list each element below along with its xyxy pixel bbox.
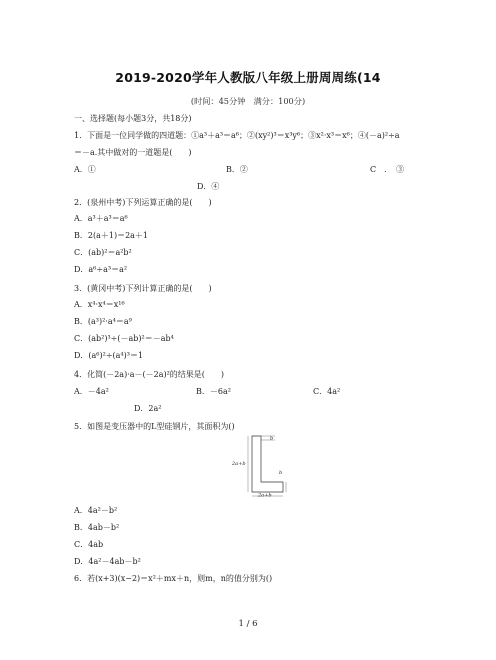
figure-label-left: 2a+b: [232, 461, 246, 467]
q5-option-a: A．4a²－b²: [74, 506, 118, 515]
q3-option-c: C．(ab²)³÷(－ab)²＝－ab⁴: [74, 334, 174, 343]
q3-option-b: B．(a³)²·a⁴＝a⁹: [74, 317, 132, 326]
q3-option-a: A．x⁴·x⁴＝x¹⁶: [74, 300, 125, 309]
q4-option-a: A．－4a²: [74, 387, 109, 396]
document-title: 2019-2020学年人教版八年级上册周周练(14: [115, 70, 381, 85]
figure-label-bottom: 2a+b: [258, 492, 272, 498]
q2-stem: 2．(泉州中考)下列运算正确的是( ): [74, 198, 212, 207]
q1-stem-line2: ＝－a.其中做对的一道题是( ): [74, 148, 192, 157]
q1-option-b: B．②: [226, 165, 248, 174]
figure-label-right: b: [279, 470, 283, 476]
q5-option-b: B．4ab－b²: [74, 523, 120, 532]
q3-stem: 3．(黄冈中考)下列计算正确的是( ): [74, 284, 212, 293]
document-subtitle: (时间：45分钟 满分：100分): [190, 96, 306, 106]
l-shaped-steel-sheet-figure: [231, 434, 291, 498]
q2-option-a: A．a³＋a³＝a⁶: [74, 214, 128, 223]
q1-option-a: A．①: [74, 165, 96, 174]
q1-option-d: D．④: [197, 182, 220, 191]
q5-stem: 5．如图是变压器中的L型硅钢片，其面积为(): [74, 422, 235, 431]
page-number: 1 / 6: [238, 619, 258, 629]
q3-option-d: D．(a⁶)²÷(a⁴)³＝1: [74, 351, 144, 360]
q1-stem-line1: 1．下面是一位同学做的四道题：①a³＋a³＝a⁶；②(xy²)³＝x³y⁶；③x²·x³＝x⁶；④(－a)²÷a: [74, 131, 400, 140]
q4-option-d: D．2a²: [134, 404, 162, 413]
figure-label-top: b: [270, 435, 274, 442]
q4-stem: 4．化简(－2a)·a－(－2a)²的结果是( ): [74, 370, 225, 379]
q6-stem: 6．若(x+3)(x−2)＝x²＋mx＋n，则m，n的值分别为(): [74, 574, 273, 583]
l-shape-diagram: [231, 434, 291, 498]
q5-option-d: D．4a²－4ab－b²: [74, 557, 141, 566]
q4-option-c: C．4a²: [313, 387, 341, 396]
q2-option-d: D．a⁶÷a³＝a²: [74, 265, 128, 274]
section-heading: 一、选择题(每小题3分，共18分): [74, 114, 192, 123]
q4-option-b: B．－6a²: [196, 387, 231, 396]
q2-option-b: B．2(a＋1)＝2a＋1: [74, 231, 149, 240]
q5-option-c: C．4ab: [74, 540, 104, 549]
q2-option-c: C．(ab)²＝a²b²: [74, 248, 132, 257]
q1-option-c: C ． ③: [370, 165, 405, 174]
